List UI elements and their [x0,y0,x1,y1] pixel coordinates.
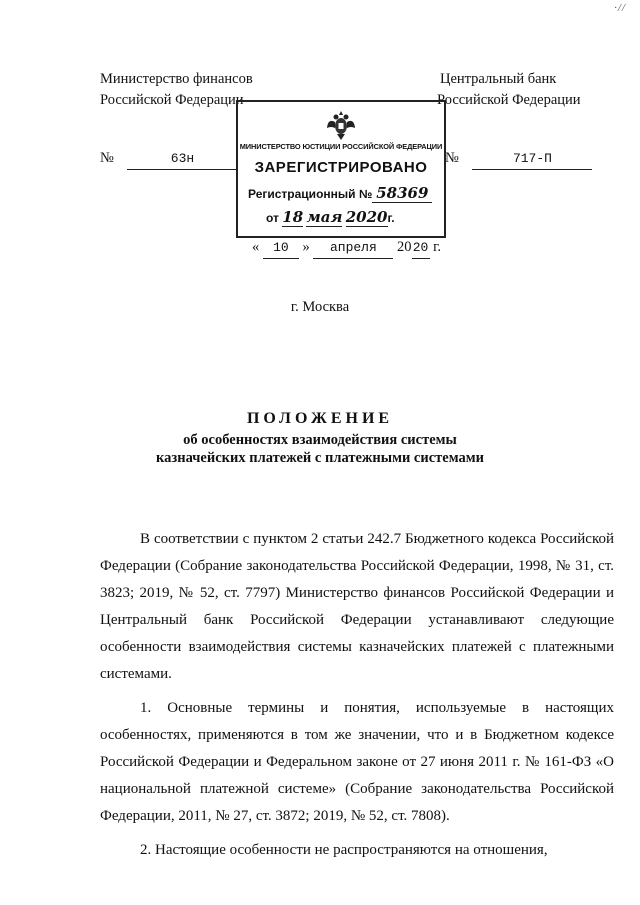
corner-mark: ·// [614,2,626,14]
left-org-line2-text: Российской Федерации [100,92,244,108]
paragraph-1: 1. Основные термины и понятия, используемые в настоящих особенностях, применяются в том же значении, что и в Бюджетном кодексе Российской Федерации и Федеральном законе от 27 июня 2011 г. № 161-ФЗ «О национальной платежной системе» (Собрание законодательства Российской Федерации, 2011, № 27, ст. 3872; 2019, № 52, ст. 7808). [100,700,614,824]
left-number-row [100,148,237,170]
left-number-label: № [100,150,114,166]
right-org-line2: Российской Федерации [437,92,581,108]
stamp-date-month: мая [306,208,343,226]
paragraph-2: 2. Настоящие особенности не распространяются на отношения, [140,842,548,858]
date-day: 10 [263,237,299,259]
date-open-quote: « [252,239,260,255]
city: г. Москва [290,299,350,315]
stamp-reg-label: Регистрационный № [248,187,373,201]
stamp-date-prefix: от [266,211,279,225]
document-subtitle-line1: об особенностях взаимодействия системы [183,432,457,448]
document-title: ПОЛОЖЕНИЕ [246,410,394,427]
date-year-prefix: 20 [397,239,412,255]
document-date [252,237,441,259]
right-org-line1: Центральный банк [440,71,557,87]
stamp-registered: ЗАРЕГИСТРИРОВАНО [254,159,428,176]
stamp-date-suffix: г. [387,211,395,225]
date-month: апреля [313,237,393,259]
stamp-date-year: 2020 [345,208,388,226]
document-body [100,526,614,871]
right-number-row [445,148,592,170]
stamp-reg-number: 58369 [372,184,432,203]
right-number-label: № [445,150,459,166]
paragraph-preamble: В соответствии с пунктом 2 статьи 242.7 Бюджетного кодекса Российской Федерации (Собрание законодательства Российской Федерации, 1998, № 31, ст. 3823; 2019, № 52, ст. 7797) Министерство финансов Российской Федерации и Центральный банк Российской Федерации устанавливают следующие особенности взаимодействия системы казначейских платежей с платежными системами. [100,531,614,682]
stamp-date-line [266,208,395,226]
stamp-ministry: МИНИСТЕРСТВО ЮСТИЦИИ РОССИЙСКОЙ ФЕДЕРАЦИИ [239,142,443,151]
right-number-value: 717-П [472,148,592,170]
stamp-date-day: 18 [282,208,304,226]
stamp-reg-line [248,184,432,202]
left-org-line2 [100,90,253,111]
document-subtitle-line2: казначейских платежей с платежными системами [156,450,484,466]
date-close-quote: » [302,239,310,255]
registration-stamp [236,100,446,238]
date-year-suffix: 20 [412,237,430,259]
left-number-value: 63н [127,148,237,170]
coat-of-arms-icon [324,108,358,142]
date-g: г. [433,239,442,255]
left-org-line1: Министерство финансов [100,71,253,87]
